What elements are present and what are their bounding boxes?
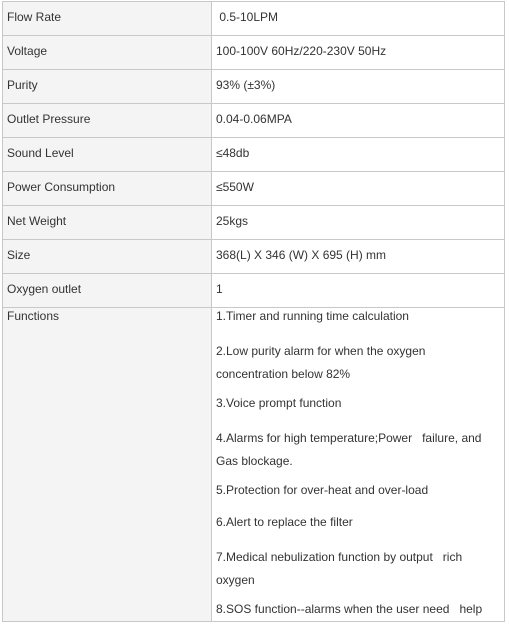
table-row xyxy=(3,274,505,308)
function-item: 2.Low purity alarm for when the oxygen concentration below 82% xyxy=(216,344,426,381)
spec-value-cell xyxy=(212,2,505,36)
spec-value-cell xyxy=(212,104,505,138)
spec-label: Net Weight xyxy=(7,213,67,228)
spec-label: Voltage xyxy=(7,43,48,58)
spec-value: 368(L) X 346 (W) X 695 (H) mm xyxy=(216,247,387,262)
spec-label-cell xyxy=(3,2,212,36)
spec-value-cell xyxy=(212,206,505,240)
function-item: 5.Protection for over-heat and over-load xyxy=(216,483,429,497)
spec-value: 1 xyxy=(216,281,223,296)
function-item: 4.Alarms for high temperature;Power failure, and Gas blockage. xyxy=(216,431,485,468)
spec-value: 100-100V 60Hz/220-230V 50Hz xyxy=(216,43,387,58)
spec-value-cell xyxy=(212,240,505,274)
spec-value-cell xyxy=(212,172,505,206)
spec-value: 25kgs xyxy=(216,213,249,228)
table-row xyxy=(3,36,505,70)
table-row xyxy=(3,2,505,36)
spec-label: Power Consumption xyxy=(7,179,116,194)
spec-label-cell xyxy=(3,70,212,104)
spec-label-cell xyxy=(3,172,212,206)
spec-label-cell xyxy=(3,104,212,138)
functions-label-cell xyxy=(3,308,212,622)
spec-label-cell xyxy=(3,36,212,70)
table-row xyxy=(3,138,505,172)
function-item: 7.Medical nebulization function by output rich oxygen xyxy=(216,550,466,587)
table-row xyxy=(3,70,505,104)
table-row xyxy=(3,104,505,138)
spec-value-cell xyxy=(212,70,505,104)
spec-label: Purity xyxy=(7,77,38,92)
spec-label: Sound Level xyxy=(7,145,74,160)
table-row xyxy=(3,240,505,274)
functions-label: Functions xyxy=(7,309,60,323)
spec-value-cell xyxy=(212,274,505,308)
spec-value: 93% (±3%) xyxy=(216,77,276,92)
function-item: 6.Alert to replace the filter xyxy=(216,515,353,529)
table-row xyxy=(3,172,505,206)
spec-label: Size xyxy=(7,247,31,262)
spec-value-cell xyxy=(212,138,505,172)
spec-value: 0.5-10LPM xyxy=(216,9,279,24)
spec-label-cell xyxy=(3,138,212,172)
spec-value: ≤550W xyxy=(216,179,254,194)
function-item: 1.Timer and running time calculation xyxy=(216,309,409,323)
spec-value: ≤48db xyxy=(216,145,250,160)
function-item: 8.SOS function--alarms when the user need help xyxy=(216,602,483,616)
spec-label: Oxygen outlet xyxy=(7,281,82,296)
spec-value: 0.04-0.06MPA xyxy=(216,111,292,126)
table-row xyxy=(3,206,505,240)
table-row-functions xyxy=(3,308,505,622)
function-item: 3.Voice prompt function xyxy=(216,396,342,410)
functions-list-cell xyxy=(212,308,505,622)
spec-label-cell xyxy=(3,240,212,274)
spec-label: Flow Rate xyxy=(7,9,62,24)
spec-label-cell xyxy=(3,274,212,308)
spec-value-cell xyxy=(212,36,505,70)
spec-table xyxy=(2,1,505,622)
spec-label-cell xyxy=(3,206,212,240)
spec-label: Outlet Pressure xyxy=(7,111,91,126)
